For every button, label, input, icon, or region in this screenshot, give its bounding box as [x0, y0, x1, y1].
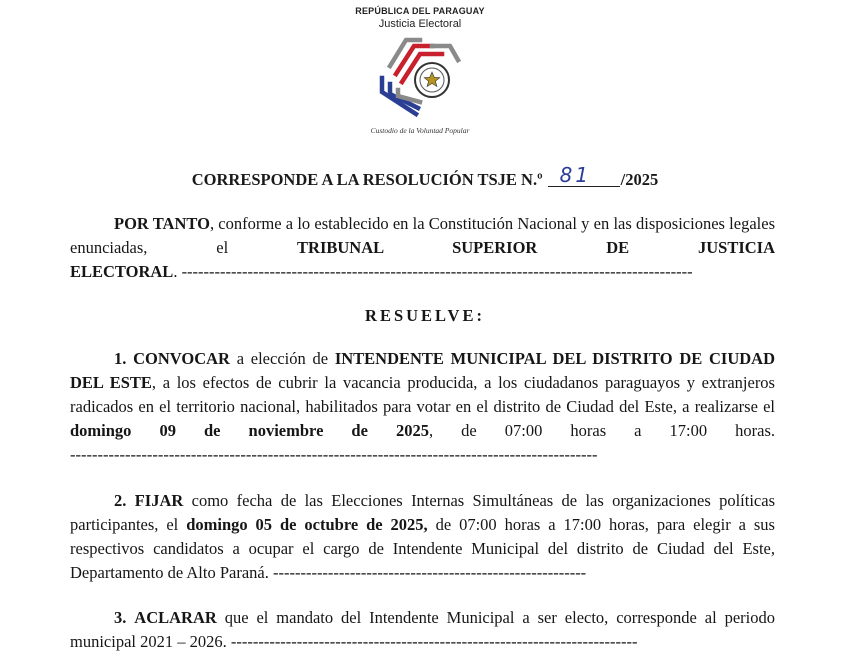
resolution-item-2	[70, 489, 775, 585]
item-number: 1.	[114, 349, 127, 368]
resolution-number: 81	[559, 163, 592, 187]
item-text: que el mandato del Intendente Municipal a ser electo, corresponde al periodo municipal 2021 – 2026.	[70, 608, 775, 651]
por-tanto-text: , conforme a lo establecido en la Constitución Nacional y en las disposiciones legales enunciadas, el	[70, 214, 775, 257]
letterhead	[320, 6, 520, 135]
item-number: 2.	[114, 491, 127, 510]
resolution-heading	[0, 163, 850, 190]
justicia-electoral-emblem	[372, 32, 468, 124]
item-dashes: --------------------------------------------------------------------------	[230, 632, 638, 651]
item-text: de 07:00 horas a 17:00 horas, para elegir a sus respectivos candidatos a ocupar el cargo de Intendente Municipal del distrito de Ciudad del Este, Departamento de Alto Paraná.	[70, 515, 775, 582]
institution-motto: Custodio de la Voluntad Popular	[370, 126, 470, 135]
item-bold-text: INTENDENTE MUNICIPAL DEL DISTRITO DE CIUDAD DEL ESTE	[70, 349, 776, 392]
por-tanto-lead: POR TANTO	[114, 214, 210, 233]
item-verb: FIJAR	[134, 491, 184, 510]
item-dashes: ---------------------------------------------------------	[272, 563, 587, 582]
resolution-item-1	[70, 347, 775, 467]
republic-name: REPÚBLICA DEL PARAGUAY	[355, 6, 485, 16]
item-verb: ACLARAR	[134, 608, 217, 627]
resuelve-heading: RESUELVE:	[365, 306, 485, 325]
item-number: 3.	[114, 608, 127, 627]
resolution-item-3	[70, 606, 775, 654]
election-date: domingo 09 de noviembre de 2025	[70, 421, 429, 440]
item-dashes: ------------------------------------------------------------------------------------------------	[70, 445, 598, 464]
tribunal-name: TRIBUNAL SUPERIOR DE JUSTICIA ELECTORAL	[70, 238, 775, 281]
heading-year: /2025	[620, 170, 659, 189]
internal-election-date: domingo 05 de octubre de 2025,	[186, 515, 428, 534]
item-verb: CONVOCAR	[133, 349, 230, 368]
resolution-number-field	[548, 163, 620, 187]
por-tanto-dashes: . ---------------------------------------------------------------------------------------------	[173, 262, 693, 281]
por-tanto-paragraph	[70, 212, 775, 284]
item-text: como fecha de las Elecciones Internas Simultáneas de las organizaciones políticas participantes, el	[70, 491, 776, 534]
item-text: , a los efectos de cubrir la vacancia producida, a los ciudadanos paraguayos y extranjeros radicados en el territorio nacional, habilitados para votar en el distrito de Ciudad del Este, a realizarse el	[70, 373, 775, 416]
item-text: a elección de	[229, 349, 335, 368]
institution-name: Justicia Electoral	[378, 18, 462, 30]
item-text: , de 07:00 horas a 17:00 horas.	[428, 421, 775, 440]
heading-prefix: CORRESPONDE A LA RESOLUCIÓN TSJE N.º	[191, 170, 543, 189]
